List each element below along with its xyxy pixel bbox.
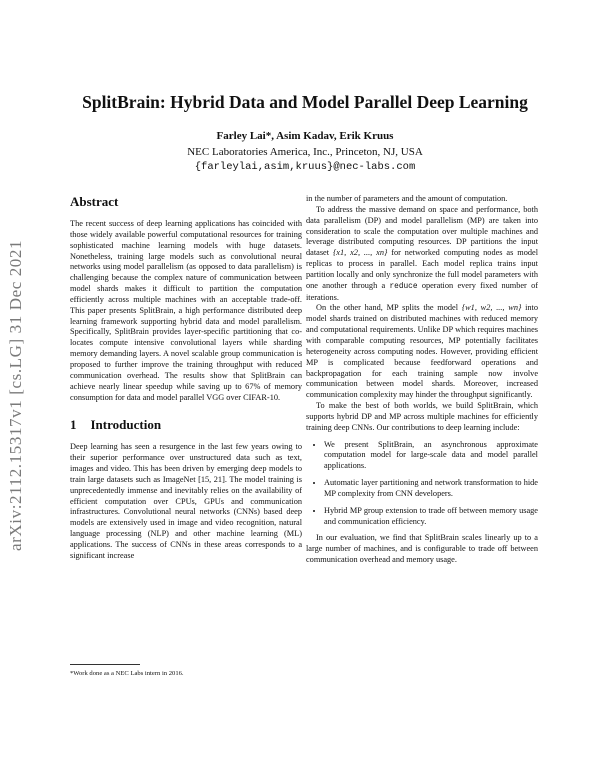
- introduction-paragraph: Deep learning has seen a resurgence in the last few years owing to their superior performance over unstructured data such as text, images and video. This has been driven by emerging deep models to train large datasets such as ImageNet [15, 21]. The model training is unprecedentedly immense and inevitably relies on the availability of efficient computation over CPUs, GPUs and communication infrastructures. Convolutional neural networks (CNNs) based deep models are extensively used in image and video recognition, natural language processing (NLP) and other machine learning (ML) applications. The success of CNNs in these areas corresponds to a significant increase: [70, 442, 302, 560]
- paper-emails: {farleylai,asim,kruus}@nec-labs.com: [194, 161, 416, 173]
- section-title: Introduction: [90, 417, 162, 433]
- parallelism-text-b: for networked computing nodes as model replicas to process in parallel. Each model replica trains input partition locally and only synchronize the full model parameters with one another through a: [306, 248, 538, 290]
- model-parallel-paragraph: [306, 303, 538, 401]
- dataset-set-notation: {x1, x2, ..., xn}: [332, 248, 388, 258]
- parallelism-paragraph: [306, 205, 538, 304]
- footnote: *Work done as a NEC Labs intern in 2016.: [70, 670, 184, 677]
- mp-text-b: into model shards trained on distributed machines with reduced memory and computational requirements. Unlike DP which requires machines with comparable computing resources, MP potentially facilitates heterogeneity across computing nodes. However, providing efficient MP is complicated because feedforward operations and backpropagation for each training sample now involve communication between model shards. Moreover, increased communication complexity may hinder the throughput significantly.: [306, 303, 538, 400]
- footnote-divider: [70, 664, 140, 665]
- model-set-notation: {w1, w2, ..., wn}: [461, 303, 522, 313]
- paper-title: SplitBrain: Hybrid Data and Model Parallel Deep Learning: [82, 92, 528, 112]
- evaluation-paragraph: In our evaluation, we find that SplitBrain scales linearly up to a large number of machines, and is configurable to trade off between communication overhead and memory usage.: [306, 533, 538, 565]
- contributions-list: [306, 440, 538, 528]
- abstract-text: The recent success of deep learning applications has coincided with those widely available powerful computational resources for training sophisticated machine learning models with huge datasets. Nonetheless, training large models such as convolutional neural networks using model parallelism (as opposed to data parallelism) is challenging because the complex nature of communication between model shards makes it difficult to partition the computation efficiently across multiple machines with an acceptable trade-off. This paper presents SplitBrain, a high performance distributed deep learning framework supporting hybrid data and model parallelism. Specifically, SplitBrain provides layer-specific partitioning that co-locates compute intensive convolutional layers while sharding memory demanding layers. A novel scalable group communication is proposed to further improve the training throughput with reduced communication overhead. The results show that SplitBrain can achieve nearly linear speedup while saving up to 67% of memory consumption for data and model parallel VGG over CIFAR-10.: [70, 219, 302, 402]
- contributions-intro: To make the best of both worlds, we build SplitBrain, which supports hybrid DP and MP across multiple machines for efficiently training deep CNNs. Our contributions to deep learning include:: [306, 401, 538, 432]
- mp-text-a: On the other hand, MP splits the model: [316, 303, 459, 313]
- paper-authors: Farley Lai*, Asim Kadav, Erik Kruus: [216, 130, 394, 142]
- parallelism-text-a: To address the massive demand on space and performance, both data parallelism (DP) and model parallelism (MP) are taken into consideration to scale the computation over multiple machines and leverage distributed computing resources. DP partitions the input dataset: [306, 204, 538, 258]
- section-number: 1: [70, 417, 77, 433]
- parallelism-text-c: operation every fixed number of iterations.: [306, 280, 538, 302]
- arxiv-identifier: arXiv:2112.15317v1 [cs.LG] 31 Dec 2021: [6, 239, 25, 551]
- paper-affiliation: NEC Laboratories America, Inc., Princeton, NJ, USA: [187, 146, 423, 158]
- introduction-heading: [70, 417, 302, 433]
- reduce-code: reduce: [389, 282, 418, 291]
- list-item: • Automatic layer partitioning and network transformation to hide MP complexity from CNN developers.: [324, 478, 538, 500]
- continued-paragraph: in the number of parameters and the amount of computation.: [306, 194, 508, 203]
- right-column: [306, 194, 538, 566]
- list-item: • We present SplitBrain, an asynchronous approximate computation model for large-scale data and model parallel applications.: [324, 440, 538, 473]
- left-column: [70, 194, 302, 562]
- abstract-heading: Abstract: [70, 194, 119, 209]
- list-item: • Hybrid MP group extension to trade off between memory usage and communication efficiency.: [324, 506, 538, 528]
